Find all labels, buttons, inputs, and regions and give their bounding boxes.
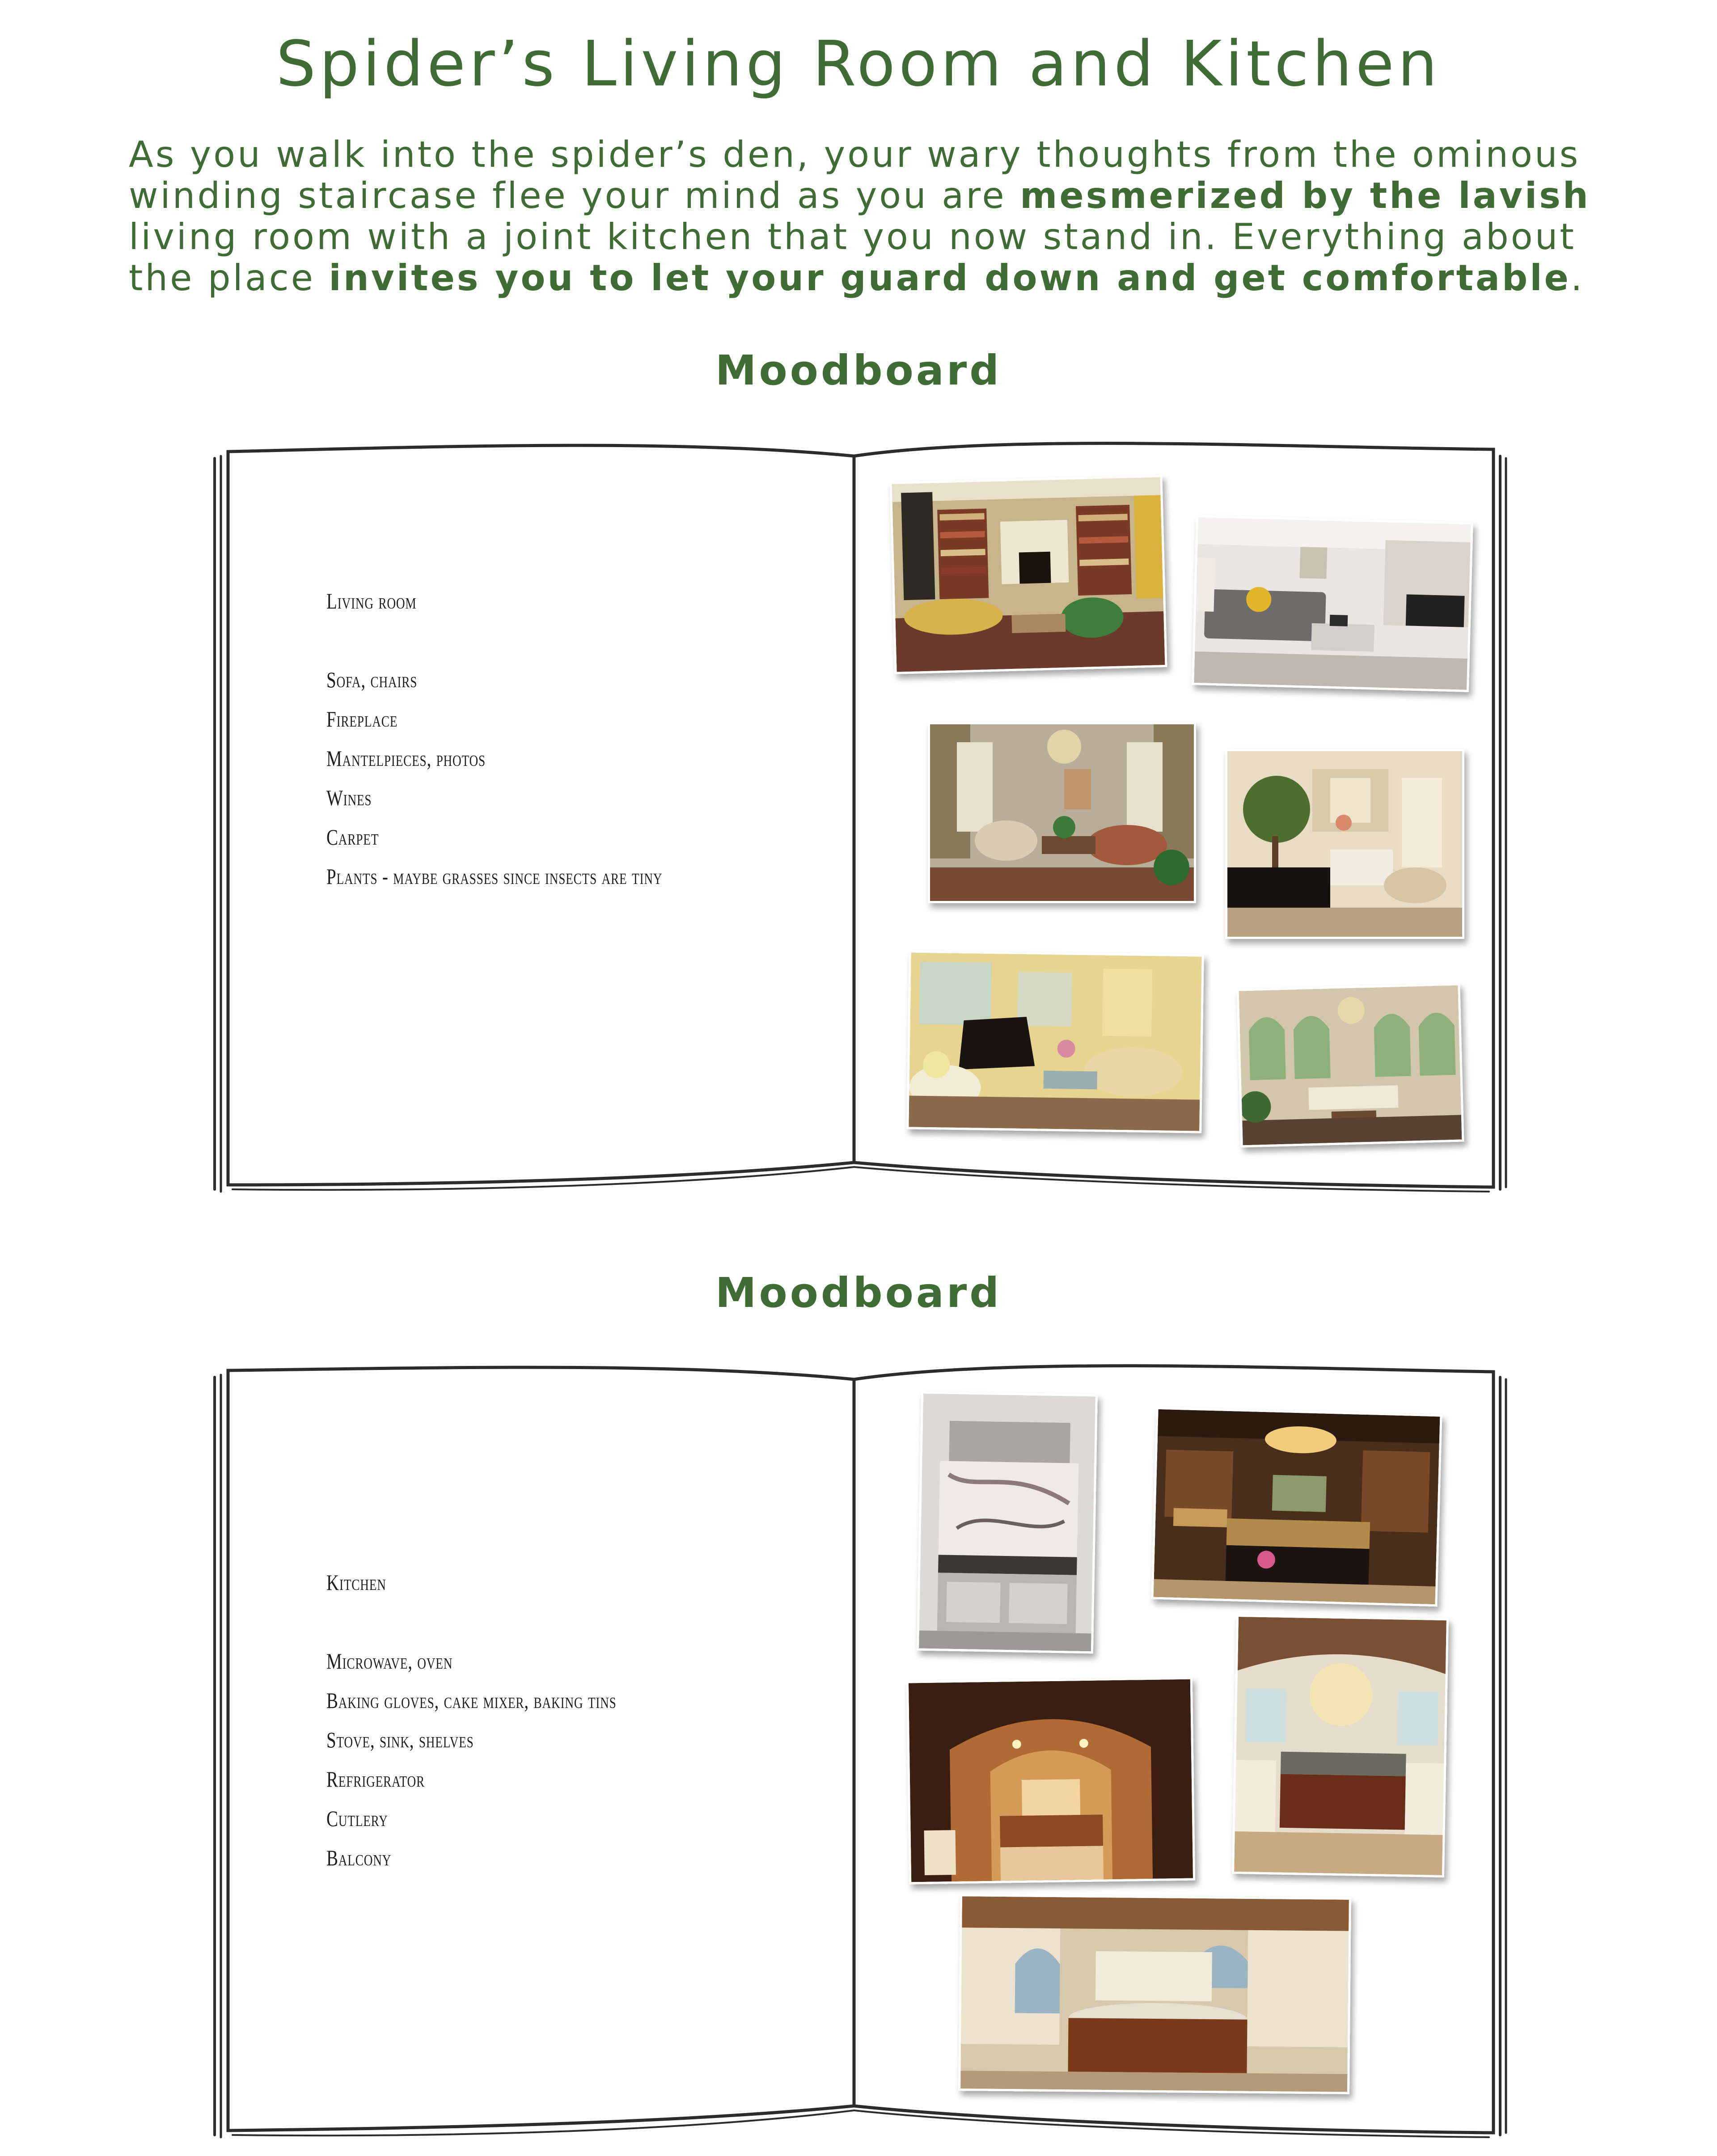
list-item: Microwave, oven: [326, 1649, 453, 1674]
intro-text-1: As you walk into the spider’s den, your wary thoughts from the ominous winding staircase flee your mind as you are: [129, 134, 1581, 216]
moodboard-photo-library-living-room: [889, 475, 1167, 674]
moodboard-photo-archway-kitchen: [906, 1677, 1195, 1885]
notes-kitchen: [326, 1563, 617, 1877]
moodboard-photo-arched-living-room: [1236, 983, 1464, 1148]
moodboard-book-kitchen: [201, 1355, 1516, 2151]
intro-text-2: living room with a joint kitchen that you now stand in. Everything about the place: [129, 216, 1576, 299]
moodboard-photo-chandelier-kitchen: [1232, 1615, 1449, 1877]
list-item: Baking gloves, cake mixer, baking tins: [326, 1688, 617, 1713]
notes-title: Kitchen: [326, 1570, 386, 1595]
list-item: Carpet: [326, 824, 379, 850]
moodboard-photo-yellow-living-room: [906, 950, 1204, 1133]
moodboard-heading-kitchen: Moodboard: [715, 1269, 1002, 1317]
moodboard-photo-marble-kitchen: [917, 1391, 1098, 1654]
moodboard-photo-grey-living-room: [1192, 515, 1473, 692]
intro-paragraph: [129, 134, 1604, 299]
moodboard-photo-wooden-island-kitchen: [958, 1894, 1351, 2094]
list-item: Cutlery: [326, 1806, 388, 1831]
list-item: Balcony: [326, 1845, 392, 1870]
list-item: Wines: [326, 785, 372, 810]
list-item: Fireplace: [326, 706, 398, 731]
moodboard-photo-dark-island-kitchen: [1151, 1407, 1442, 1607]
moodboard-heading-living-room: Moodboard: [715, 347, 1002, 394]
moodboard-photo-piano-living-room: [1225, 749, 1464, 939]
page-title: Spider’s Living Room and Kitchen: [276, 28, 1441, 101]
list-item: Refrigerator: [326, 1767, 425, 1792]
list-item: Stove, sink, shelves: [326, 1727, 474, 1752]
moodboard-photo-chandelier-living-room: [928, 722, 1196, 903]
list-item: Sofa, chairs: [326, 667, 418, 692]
list-item: Plants - maybe grasses since insects are tiny: [326, 864, 663, 889]
list-item: Mantelpieces, photos: [326, 746, 486, 771]
intro-text-3: .: [1570, 257, 1585, 299]
moodboard-book-living-room: [201, 429, 1516, 1207]
intro-bold-2: invites you to let your guard down and get comfortable: [329, 257, 1571, 299]
intro-bold-1: mesmerized by the lavish: [1020, 175, 1590, 216]
notes-living-room: [326, 581, 662, 896]
notes-title: Living room: [326, 588, 417, 613]
